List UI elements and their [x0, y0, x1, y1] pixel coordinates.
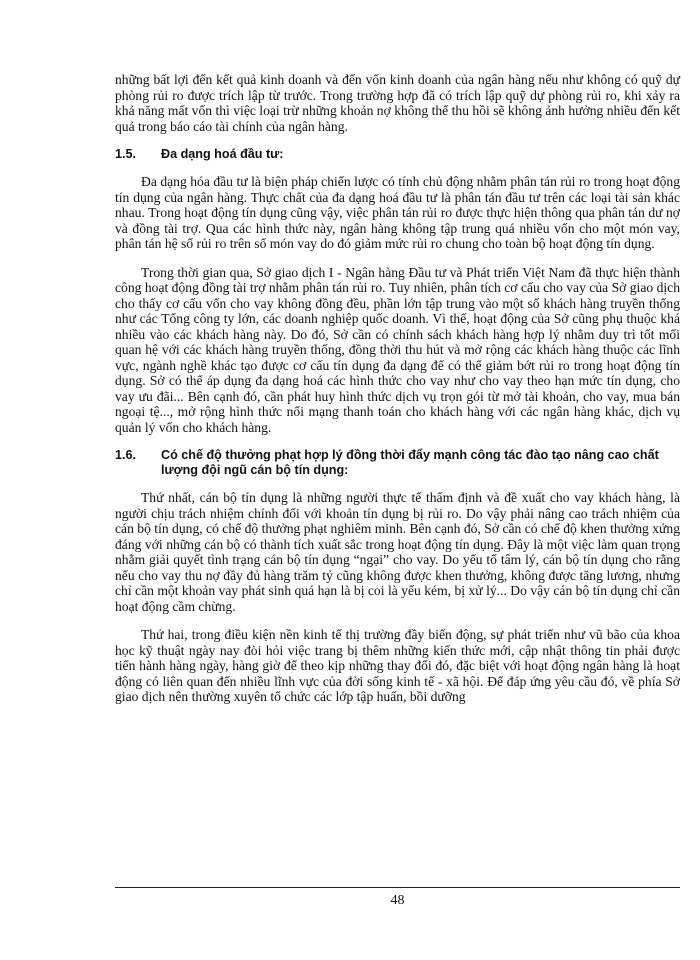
section-title: Có chế độ thưởng phạt hợp lý đồng thời đẩy mạnh công tác đào tạo nâng cao chất lượng đội ngũ cán bộ tín dụng:: [161, 448, 659, 477]
paragraph-diversification: Đa dạng hóa đầu tư là biện pháp chiến lược có tính chủ động nhằm phân tán rủi ro trong hoạt động tín dụng của ngân hàng. Thực chất của đa dạng hoá đầu tư là phân tán đầu tư trên các loại tài sản khác nhau. Trong hoạt động tín dụng cũng vậy, việc phân tán rủi ro được thực hiện thông qua phân tán dư nợ và đồng tài trợ. Qua các hình thức này, ngân hàng không tập trung quá nhiều vốn cho một món vay, phân tán hệ số rủi ro trên số món vay do đó giảm mức rủi ro chung cho toàn bộ hoạt động tín dụng.: [115, 174, 680, 251]
footer-divider: [115, 887, 680, 888]
section-heading-1-6: [115, 448, 680, 478]
paragraph-second-point: Thứ hai, trong điều kiện nền kinh tế thị trường đầy biến động, sự phát triển như vũ bão của khoa học kỹ thuật ngày nay đòi hỏi việc trang bị thêm những kiến thức mới, cập nhật thông tin phải được tiến hành hàng ngày, hàng giờ để theo kịp những thay đổi đó, đặc biệt với hoạt động ngân hàng là hoạt động có liên quan đến nhiều lĩnh vực của đời sống kinh tế - xã hội. Để đáp ứng yêu cầu đó, về phía Sở giao dịch nên thường xuyên tổ chức các lớp tập huấn, bồi dưỡng: [115, 627, 680, 704]
page-number: 48: [390, 893, 405, 908]
section-title: Đa dạng hoá đầu tư:: [161, 147, 284, 161]
paragraph-transaction-office: Trong thời gian qua, Sở giao dịch I - Ngân hàng Đầu tư và Phát triển Việt Nam đã thực hiện thành công hoạt động đồng tài trợ nhằm phân tán rủi ro. Tuy nhiên, phân tích cơ cấu cho vay của Sở giao dịch cho thấy cơ cấu vốn cho vay không đồng đều, phần lớn tập trung vào một số khách hàng truyền thống như các Tổng công ty lớn, các doanh nghiệp quốc doanh. Vì thế, hoạt động của Sở cũng phụ thuộc khá nhiều vào các khách hàng này. Do đó, Sở cần có chính sách khách hàng hợp lý nhằm duy trì tốt mối quan hệ với các khách hàng truyền thống, đồng thời thu hút và mở rộng các khách hàng thuộc các lĩnh vực, ngành nghề khác tạo được cơ cấu tín dụng đa dạng để có thể giảm bớt rủi ro trong hoạt động tín dụng. Sở có thể áp dụng đa dạng hoá các hình thức cho vay như cho vay theo hạn mức tín dụng, cho vay ưu đãi... Bên cạnh đó, cần phát huy hình thức dịch vụ trọn gói từ mở tài khoản, cho vay, mua bán ngoại tệ..., mở rộng hình thức nối mạng thanh toán cho khách hàng với các ngân hàng khác, dịch vụ quản lý vốn cho khách hàng.: [115, 264, 680, 435]
paragraph-reserve-fund: những bất lợi đến kết quả kinh doanh và đến vốn kinh doanh của ngân hàng nếu như không có quỹ dự phòng rủi ro được trích lập từ trước. Trong trường hợp đã có trích lập quỹ dự phòng rủi ro, khi xảy ra khả năng mất vốn thì việc loại trừ những khoản nợ không thể thu hồi sẽ không ảnh hưởng nhiều đến kết quả trong báo cáo tài chính của ngân hàng.: [115, 72, 680, 134]
section-heading-1-5: [115, 147, 680, 162]
document-body: [115, 72, 680, 718]
paragraph-first-point: Thứ nhất, cán bộ tín dụng là những người thực tế thẩm định và đề xuất cho vay khách hàng, là người chịu trách nhiệm chính đối với khoản tín dụng bị rủi ro. Do vậy phải nâng cao trách nhiệm của cán bộ tín dụng, có chế độ thưởng phạt nghiêm minh. Bên cạnh đó, Sở cần có chế độ khen thưởng xứng đáng với những cán bộ có thành tích xuất sắc trong hoạt động tín dụng. Đây là một việc làm quan trọng nhằm giải quyết tình trạng cán bộ tín dụng “ngại” cho vay. Do yếu tố tâm lý, cán bộ tín dụng cho rằng nếu cho vay thu nợ đầy đủ hàng trăm tỷ cũng không được khen thưởng, không được tăng lương, nhưng chỉ cần một khoản vay phát sinh quá hạn là bị coi là yếu kém, bị xử lý... Do vậy cán bộ tín dụng chỉ cần hoạt động cầm chừng.: [115, 490, 680, 614]
section-number: 1.5.: [115, 147, 137, 161]
section-number: 1.6.: [115, 448, 137, 462]
